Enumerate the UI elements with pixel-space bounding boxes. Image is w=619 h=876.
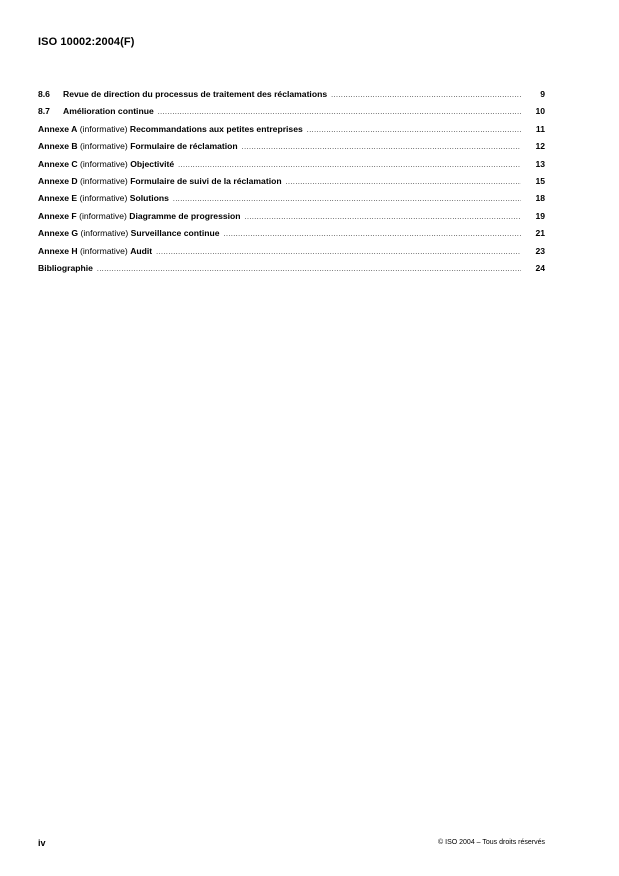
- toc-entry: [38, 208, 545, 225]
- toc-leader-dots: [97, 261, 521, 278]
- toc-annex-label: Annexe H: [38, 245, 78, 256]
- toc-title: Audit: [130, 245, 153, 256]
- toc-annex-kind: (informative): [80, 175, 128, 186]
- document-header: ISO 10002:2004(F): [38, 36, 135, 48]
- toc-entry: [38, 121, 545, 138]
- toc-leader-dots: [156, 244, 521, 261]
- toc-annex-kind: (informative): [79, 193, 128, 204]
- toc-title: Revue de direction du processus de traitement des réclamations: [63, 89, 328, 99]
- toc-annex-label: Annexe C: [38, 158, 78, 169]
- toc-leader-dots: [331, 87, 521, 104]
- toc-annex-kind: (informative): [80, 228, 129, 239]
- toc-title: Diagramme de progression: [129, 210, 241, 221]
- toc-annex-label: Annexe F: [38, 210, 77, 221]
- toc-annex-kind: (informative): [80, 141, 128, 152]
- toc-page-number: 18: [535, 193, 545, 204]
- toc-leader-dots: [158, 104, 521, 121]
- toc-annex-label: Annexe E: [38, 193, 78, 204]
- toc-annex-label: Annexe G: [38, 228, 79, 239]
- toc-title: Objectivité: [130, 158, 175, 169]
- toc-page-number: 10: [535, 106, 545, 117]
- toc-page-number: 23: [535, 245, 545, 256]
- toc-title: Recommandations aux petites entreprises: [129, 123, 303, 134]
- toc-entry: [38, 138, 545, 155]
- toc-annex-kind: (informative): [80, 245, 128, 256]
- toc-annex-label: Annexe A: [38, 123, 78, 134]
- toc-annex-label: Annexe D: [38, 175, 78, 186]
- toc-leader-dots: [178, 157, 521, 174]
- toc-title: Formulaire de réclamation: [130, 141, 238, 152]
- toc-entry: [38, 86, 545, 103]
- toc-section-number: 8.6: [38, 89, 50, 99]
- toc-leader-dots: [224, 226, 521, 243]
- toc-entry: [38, 103, 545, 120]
- toc-title: Bibliographie: [38, 262, 93, 273]
- toc-leader-dots: [286, 174, 521, 191]
- toc-annex-kind: (informative): [79, 210, 127, 221]
- toc-entry: [38, 190, 545, 207]
- toc-annex-kind: (informative): [80, 158, 128, 169]
- toc-annex-kind: (informative): [79, 123, 128, 134]
- toc-annex-label: Annexe B: [38, 141, 78, 152]
- toc-entry: [38, 225, 545, 242]
- page-number: iv: [38, 838, 46, 848]
- toc-leader-dots: [245, 209, 521, 226]
- toc-leader-dots: [242, 139, 521, 156]
- toc-entry: [38, 243, 545, 260]
- toc-page-number: 11: [535, 123, 545, 134]
- table-of-contents: [38, 86, 545, 277]
- toc-title: Amélioration continue: [63, 106, 154, 117]
- toc-title: Solutions: [129, 193, 169, 204]
- toc-entry: [38, 260, 545, 277]
- toc-page-number: 21: [535, 228, 545, 239]
- toc-leader-dots: [173, 191, 521, 208]
- toc-page-number: 19: [535, 210, 545, 221]
- toc-page-number: 9: [540, 89, 545, 99]
- toc-page-number: 13: [535, 158, 545, 169]
- toc-page-number: 24: [535, 262, 545, 273]
- toc-page-number: 15: [535, 175, 545, 186]
- toc-title: Surveillance continue: [130, 228, 220, 239]
- toc-title: Formulaire de suivi de la réclamation: [130, 175, 282, 186]
- toc-entry: [38, 156, 545, 173]
- toc-page-number: 12: [535, 141, 545, 152]
- toc-leader-dots: [307, 122, 521, 139]
- toc-entry: [38, 173, 545, 190]
- copyright-notice: © ISO 2004 – Tous droits réservés: [438, 839, 545, 846]
- toc-section-number: 8.7: [38, 106, 50, 117]
